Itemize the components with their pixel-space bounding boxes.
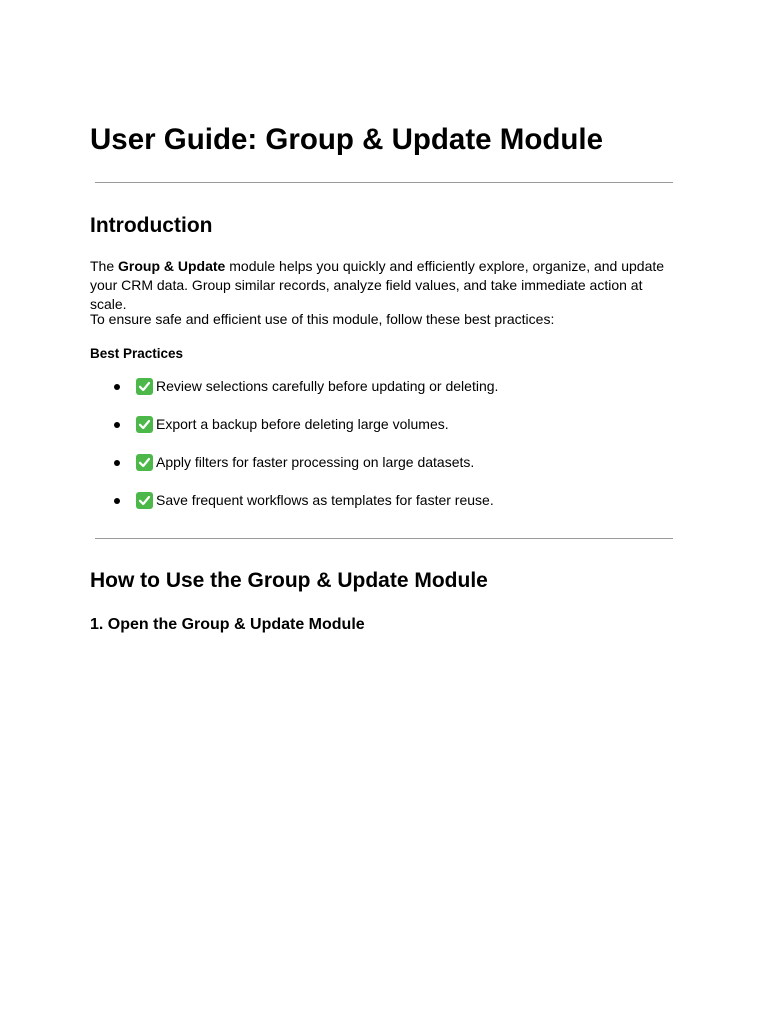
introduction-paragraph — [90, 257, 680, 314]
horizontal-divider — [95, 182, 673, 183]
intro-text-suffix: module helps you quickly and efficiently explore, organize, and update your CRM data. Group similar records, analyze field values, and take immediate action at scale. — [90, 258, 665, 312]
bullet-icon — [114, 460, 120, 466]
safe-use-paragraph: To ensure safe and efficient use of this module, follow these best practices: — [90, 311, 555, 327]
check-mark-button-icon — [136, 492, 153, 509]
check-mark-button-icon — [136, 416, 153, 433]
introduction-heading: Introduction — [90, 214, 213, 237]
check-mark-button-icon — [136, 378, 153, 395]
check-mark-button-icon — [136, 454, 153, 471]
bullet-icon — [114, 422, 120, 428]
how-to-heading: How to Use the Group & Update Module — [90, 569, 488, 592]
list-item-text: Export a backup before deleting large volumes. — [156, 416, 449, 432]
horizontal-divider — [95, 538, 673, 539]
list-item-text: Apply filters for faster processing on large datasets. — [156, 454, 475, 470]
module-name-bold: Group & Update — [118, 258, 226, 274]
step-heading: 1. Open the Group & Update Module — [90, 616, 365, 633]
bullet-icon — [114, 384, 120, 390]
best-practices-heading: Best Practices — [90, 346, 184, 361]
bullet-icon — [114, 498, 120, 504]
document-title: User Guide: Group & Update Module — [90, 123, 603, 156]
list-item-text: Save frequent workflows as templates for faster reuse. — [156, 492, 494, 508]
list-item-text: Review selections carefully before updating or deleting. — [156, 378, 499, 394]
intro-text-prefix: The — [90, 258, 119, 274]
